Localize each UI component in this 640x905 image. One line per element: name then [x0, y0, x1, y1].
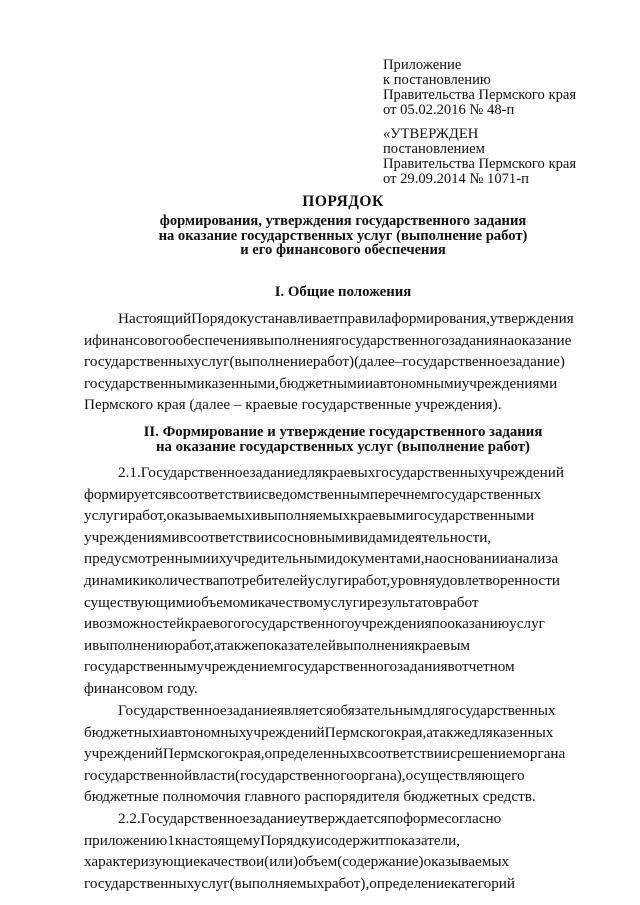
paragraph-line: приложению1кнастоящемуПорядкуисодержитпоказатели, [84, 831, 461, 849]
heading-line: на оказание государственных услуг (выполнение работ) [156, 439, 530, 455]
subtitle-line: формирования, утверждения государственного задания [159, 213, 527, 229]
paragraph-line: учрежденийПермскогокрая,определенныхвсоответствиисрешениеморгана [84, 745, 566, 763]
paragraph-2-2 [84, 808, 602, 894]
paragraph-line: Государственноезаданиеявляетсяобязательнымдлягосударственных [118, 702, 556, 719]
paragraph-line: государственнойвласти(государственногооргана),осуществляющего [84, 766, 525, 784]
paragraph-line: НастоящийПорядокустанавливаетправилаформирования,утверждения [118, 310, 574, 327]
stamp-line: Приложение [383, 57, 462, 73]
subtitle-line: на оказание государственных услуг (выполнение работ) [158, 227, 528, 244]
paragraph-2-1-continued [84, 700, 602, 808]
stamp-line: «УТВЕРЖДЕН [383, 126, 479, 142]
appendix-stamp [383, 58, 576, 118]
section-1-paragraph [84, 308, 602, 416]
heading-line: II. Формирование и утверждение государственного задания [143, 424, 543, 440]
paragraph-line: ифинансовогообеспечениявыполнениягосударственногозаданиянаоказание [84, 331, 572, 349]
stamp-line: от 29.09.2014 № 1071-п [383, 171, 529, 187]
paragraph-line: характеризующиекачествои(или)объем(содержание)оказываемых [84, 853, 510, 871]
paragraph-line: 2.2.Государственноезаданиеутверждаетсяпоформесогласно [118, 810, 502, 827]
document-subtitle [84, 214, 602, 258]
paragraph-line: 2.1.Государственноезаданиедлякраевыхгосударственныхучреждений [118, 464, 565, 481]
paragraph-line: существующимиобъемомикачествомуслугирезультатовработ [84, 593, 479, 611]
paragraph-line: услугиработ,оказываемыхивыполняемыхкраевымигосударственными [84, 507, 535, 525]
subtitle-line: и его финансового обеспечения [240, 242, 446, 258]
paragraph-line: ивозможностейкраевогогосударственногоучрежденияпооказаниюуслуг [84, 615, 545, 633]
paragraph-line: учреждениямивсоответствиисосновнымивидамидеятельности, [84, 528, 492, 546]
paragraph-line: формируетсявсоответствиисведомственнымперечнемгосударственных [84, 485, 542, 503]
approved-stamp [383, 127, 576, 187]
stamp-line: от 05.02.2016 № 48-п [383, 102, 515, 118]
paragraph-line: ивыполнениюработ,атакжепоказателейвыполнениякраевым [84, 636, 471, 654]
paragraph-line: государственныхуслуг(выполняемыхработ),определениекатегорий [84, 874, 516, 892]
paragraph-line: государственнымучреждениемгосударственногозаданиявотчетном [84, 658, 515, 676]
paragraph-line: бюджетныхиавтономныхучрежденийПермскогокрая,атакжедляказенных [84, 723, 554, 741]
paragraph-line: государственнымиказенными,бюджетнымииавтономнымиучреждениями [84, 374, 558, 392]
paragraph-line: предусмотреннымиихучредительнымидокументами,наоснованиианализа [84, 550, 559, 568]
paragraph-line: финансовом году. [84, 679, 198, 697]
stamp-line: Правительства Пермского края [383, 156, 577, 172]
paragraph-2-1 [84, 462, 602, 700]
stamp-line: Правительства Пермского края [383, 87, 577, 103]
paragraph-line: динамикиколичествапотребителейуслугиработ,уровняудовлетворенности [84, 571, 561, 589]
section-2-heading [84, 425, 602, 455]
paragraph-line: бюджетные полномочия главного распорядителя бюджетных средств. [84, 788, 536, 806]
paragraph-line: государственныхуслуг(выполнениеработ)(далее–государственноезадание) [84, 353, 565, 371]
section-1-heading: I. Общие положения [274, 284, 412, 300]
stamp-line: к постановлению [383, 72, 491, 88]
document-title: ПОРЯДОК [302, 193, 384, 210]
paragraph-line: Пермского края (далее – краевые государственные учреждения). [84, 396, 502, 414]
stamp-line: постановлением [383, 141, 485, 157]
